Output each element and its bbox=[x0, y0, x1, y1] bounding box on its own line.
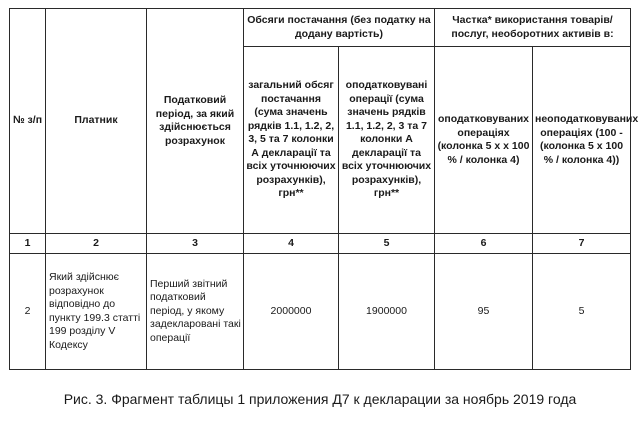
column-number: 2 bbox=[46, 234, 147, 254]
header-usage-share: Частка* використання товарів/послуг, необоротних активів в: bbox=[435, 9, 631, 47]
column-number: 5 bbox=[339, 234, 435, 254]
header-tax-period: Податковий період, за який здійснюється розрахунок bbox=[147, 9, 244, 234]
column-number: 3 bbox=[147, 234, 244, 254]
figure-caption: Рис. 3. Фрагмент таблицы 1 приложения Д7 к декларации за ноябрь 2019 года bbox=[63, 391, 577, 407]
header-row-number: № з/п bbox=[10, 9, 46, 234]
header-supply-volumes: Обсяги постачання (без податку на додану вартість) bbox=[244, 9, 435, 47]
share-nontaxable-value: 5 bbox=[533, 254, 631, 370]
header-total-supply: загальний обсяг постачання (сума значень рядків 1.1, 1.2, 2, 3, 5 та 7 колонки А декларації та всіх уточнюючих розрахунків), грн** bbox=[244, 47, 339, 234]
header-share-taxable: оподатковуваних операціях (колонка 5 х х 100 % / колонка 4) bbox=[435, 47, 533, 234]
column-numbers-row bbox=[10, 234, 631, 254]
row-number: 2 bbox=[10, 254, 46, 370]
column-number: 6 bbox=[435, 234, 533, 254]
column-number: 1 bbox=[10, 234, 46, 254]
total-supply-value: 2000000 bbox=[244, 254, 339, 370]
period-cell: Перший звітний податковий період, у якому задекларовані такі операції bbox=[147, 254, 244, 370]
table-row bbox=[10, 254, 631, 370]
header-taxable-operations: оподатковувані операції (сума значень рядків 1.1, 1.2, 2, 3 та 7 колонки А декларації та всіх уточнюючих розрахунків), грн** bbox=[339, 47, 435, 234]
share-taxable-value: 95 bbox=[435, 254, 533, 370]
header-payer: Платник bbox=[46, 9, 147, 234]
column-number: 4 bbox=[244, 234, 339, 254]
column-number: 7 bbox=[533, 234, 631, 254]
payer-cell: Який здійснює розрахунок відповідно до пункту 199.3 статті 199 розділу V Кодексу bbox=[46, 254, 147, 370]
declaration-table bbox=[9, 8, 639, 370]
header-share-nontaxable: неоподатковуваних операціях (100 - (колонка 5 х 100 % / колонка 4)) bbox=[533, 47, 631, 234]
taxable-operations-value: 1900000 bbox=[339, 254, 435, 370]
